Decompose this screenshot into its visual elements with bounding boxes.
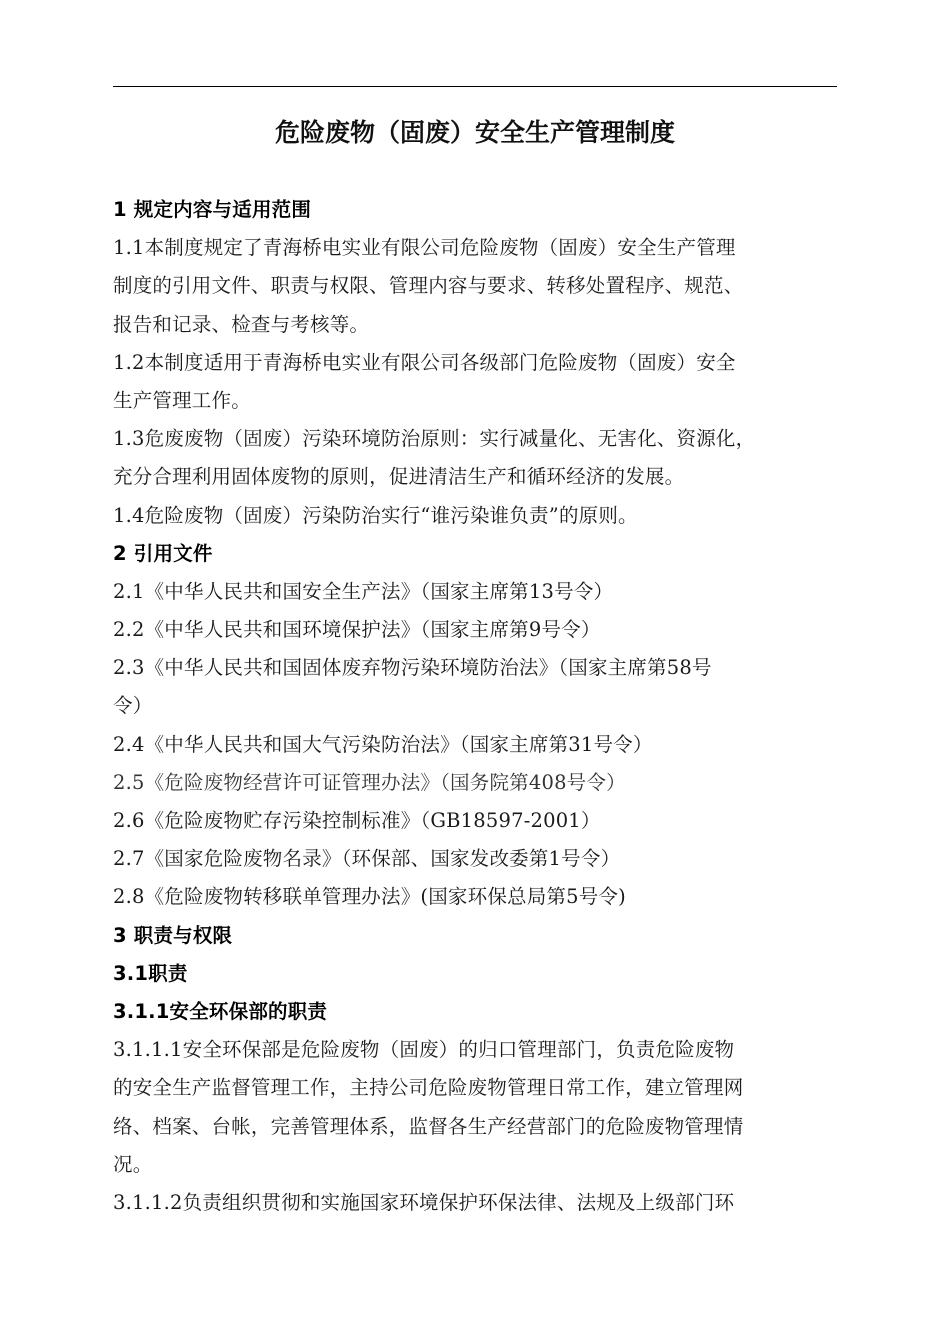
text-line: 2.6《危险废物贮存污染控制标准》（GB18597-2001）	[113, 809, 601, 832]
section-heading: 3.1.1安全环保部的职责	[113, 999, 328, 1023]
document-body	[113, 191, 837, 1222]
text-line: 2.4《中华人民共和国大气污染防治法》（国家主席第31号令）	[113, 732, 653, 756]
section-heading: 1 规定内容与适用范围	[113, 198, 312, 221]
text-line: 2.1《中华人民共和国安全生产法》（国家主席第13号令）	[113, 579, 614, 603]
section-heading: 3.1职责	[113, 961, 188, 985]
text-line: 1.3危废废物（固废）污染环境防治原则：实行减量化、无害化、资源化，	[113, 427, 756, 451]
text-line: 1.4危险废物（固废）污染防治实行“谁污染谁负责”的原则。	[113, 503, 638, 527]
section-heading: 3 职责与权限	[113, 923, 233, 947]
text-line: 令）	[113, 694, 153, 718]
section-heading: 2 引用文件	[113, 541, 213, 565]
text-line: 报告和记录、检查与考核等。	[113, 312, 370, 336]
text-line: 络、档案、台帐，完善管理体系，监督各生产经营部门的危险废物管理情	[113, 1114, 744, 1138]
text-line: 生产管理工作。	[113, 388, 251, 412]
text-line: 充分合理利用固体废物的原则，促进清洁生产和循环经济的发展。	[113, 465, 685, 489]
page-title: 危险废物（固废）安全生产管理制度	[274, 118, 675, 147]
header-rule	[113, 86, 837, 87]
text-line: 制度的引用文件、职责与权限、管理内容与要求、转移处置程序、规范、	[113, 274, 744, 298]
text-line: 3.1.1.1安全环保部是危险废物（固废）的归口管理部门，负责危险废物	[113, 1038, 735, 1062]
text-line: 2.3《中华人民共和国固体废弃物污染环境防治法》（国家主席第58号	[113, 656, 712, 680]
text-line: 2.8《危险废物转移联单管理办法》(国家环保总局第5号令)	[113, 885, 626, 909]
text-line: 3.1.1.2负责组织贯彻和实施国家环境保护环保法律、法规及上级部门环	[113, 1190, 735, 1214]
text-line: 况。	[113, 1152, 153, 1176]
text-line: 2.7《国家危险废物名录》（环保部、国家发改委第1号令）	[113, 847, 621, 871]
text-line: 2.2《中华人民共和国环境保护法》（国家主席第9号令）	[113, 618, 601, 642]
text-line: 的安全生产监督管理工作，主持公司危险废物管理日常工作，建立管理网	[113, 1076, 744, 1100]
text-line: 1.1本制度规定了青海桥电实业有限公司危险废物（固废）安全生产管理	[113, 236, 736, 260]
text-line: 2.5《危险废物经营许可证管理办法》（国务院第408号令）	[113, 770, 626, 794]
text-line: 1.2本制度适用于青海桥电实业有限公司各级部门危险废物（固废）安全	[113, 350, 736, 374]
